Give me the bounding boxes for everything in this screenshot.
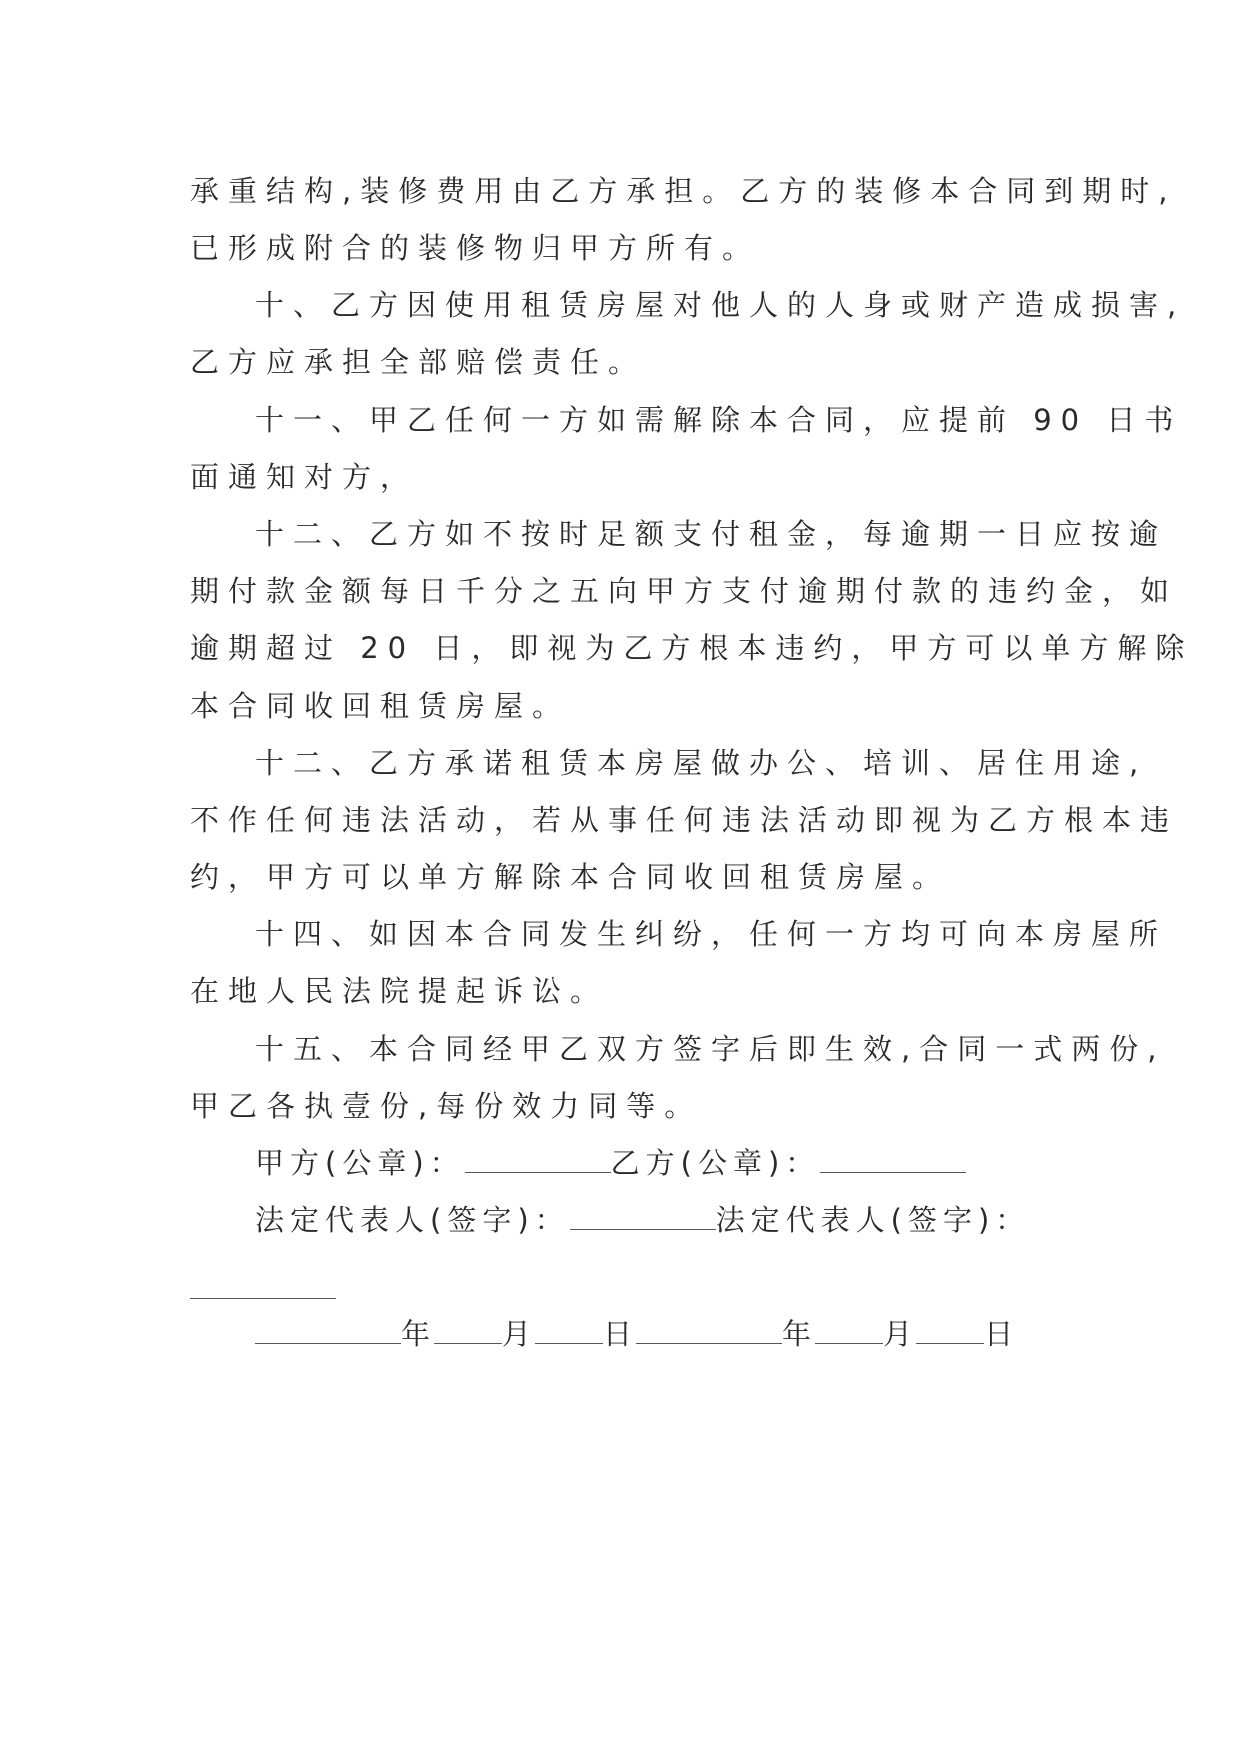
paragraph-line: 期付款金额每日千分之五向甲方支付逾期付款的违约金，如 [190, 574, 1179, 608]
party-a-rep-label: 法定代表人(签字)： [255, 1203, 570, 1237]
clause-11: 十一、甲乙任何一方如需解除本合同，应提前 90 日书 [255, 403, 1183, 437]
clause-12: 十二、乙方如不按时足额支付租金，每逾期一日应按逾 [255, 517, 1168, 551]
party-b-seal-label: 乙方(公章)： [610, 1146, 821, 1180]
year-blank-a [255, 1315, 401, 1344]
year-blank-b [636, 1315, 782, 1344]
clause-10: 十、乙方因使用租赁房屋对他人的人身或财产造成损害, [255, 288, 1186, 322]
party-a-seal-label: 甲方(公章)： [255, 1146, 465, 1180]
party-b-rep-blank [190, 1298, 336, 1299]
paragraph-line: 承重结构,装修费用由乙方承担。乙方的装修本合同到期时, [190, 174, 1177, 208]
party-a-seal-blank [465, 1144, 611, 1173]
clause-15: 十五、本合同经甲乙双方签字后即生效,合同一式两份, [255, 1032, 1166, 1066]
representative-row [255, 1200, 1030, 1240]
paragraph-line: 在地人民法院提起诉讼。 [190, 974, 609, 1008]
paragraph-line: 逾期超过 20 日，即视为乙方根本违约，甲方可以单方解除 [190, 631, 1194, 665]
day-label-b: 日 [984, 1317, 1018, 1351]
paragraph-line: 甲乙各执壹份,每份效力同等。 [190, 1089, 703, 1123]
party-b-seal-blank [820, 1144, 966, 1173]
seal-row [255, 1143, 966, 1183]
party-a-rep-blank [570, 1201, 716, 1230]
year-label-b: 年 [782, 1317, 816, 1351]
month-label-a: 月 [502, 1317, 536, 1351]
paragraph-line: 面通知对方， [190, 460, 419, 494]
paragraph-line: 不作任何违法活动，若从事任何违法活动即视为乙方根本违 [190, 803, 1179, 837]
clause-12-b: 十二、乙方承诺租赁本房屋做办公、培训、居住用途, [255, 746, 1148, 780]
paragraph-line: 约，甲方可以单方解除本合同收回租赁房屋。 [190, 860, 951, 894]
paragraph-line: 本合同收回租赁房屋。 [190, 689, 571, 723]
day-blank-b [916, 1315, 984, 1344]
paragraph-line: 乙方应承担全部赔偿责任。 [190, 345, 647, 379]
day-blank-a [535, 1315, 603, 1344]
month-blank-b [815, 1315, 883, 1344]
date-row [255, 1314, 1017, 1354]
party-b-rep-label: 法定代表人(签字)： [715, 1203, 1031, 1237]
month-blank-a [434, 1315, 502, 1344]
clause-14: 十四、如因本合同发生纠纷，任何一方均可向本房屋所 [255, 917, 1168, 951]
month-label-b: 月 [883, 1317, 917, 1351]
day-label-a: 日 [603, 1317, 637, 1351]
year-label-a: 年 [401, 1317, 435, 1351]
paragraph-line: 已形成附合的装修物归甲方所有。 [190, 231, 761, 265]
